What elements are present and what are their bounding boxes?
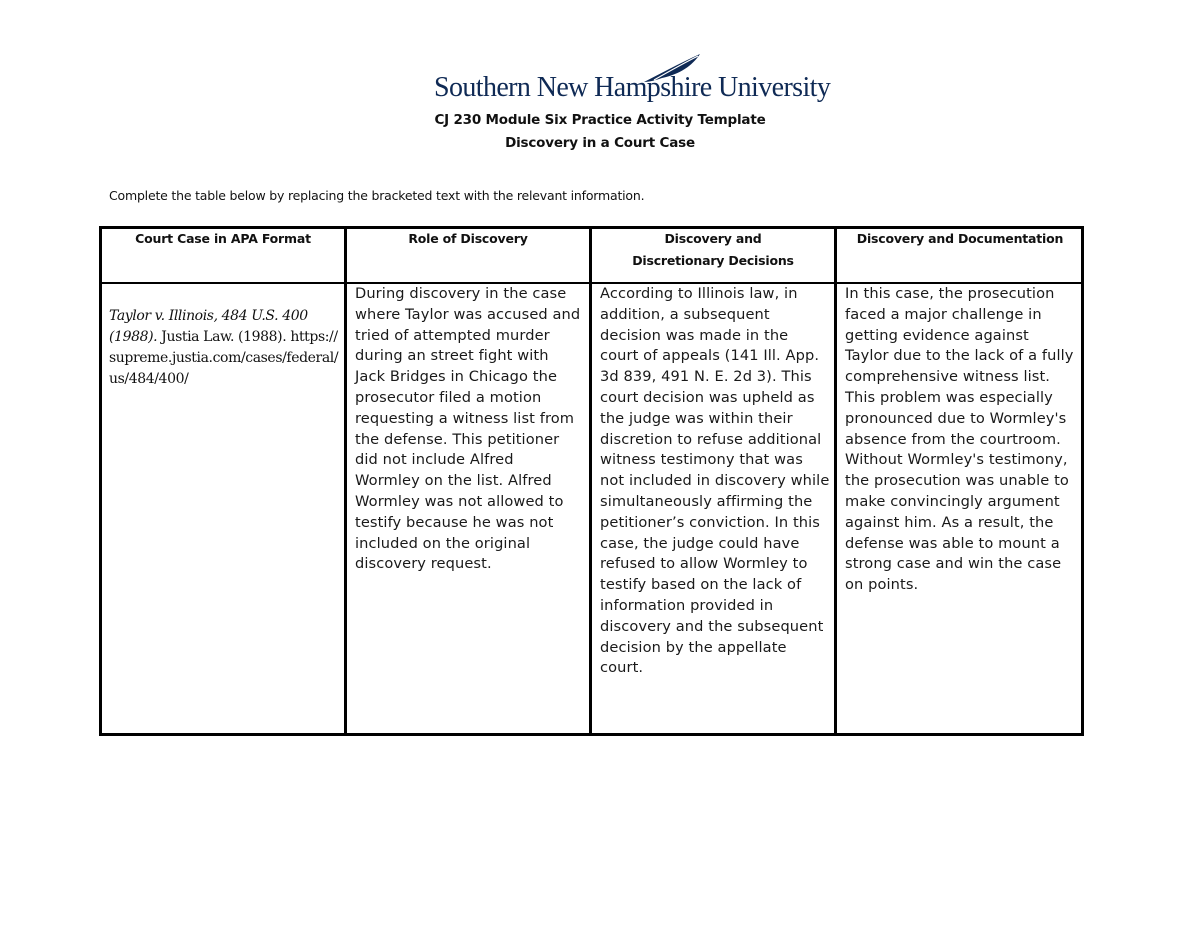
table-col-divider-1: [344, 226, 347, 736]
cell-documentation: In this case, the prosecution faced a major challenge in getting evidence against Taylor due to the lack of a fully comprehensive witness list. This problem was especially pronounced due to Wormley's absence from the courtroom. Without Wormley's testimony, the prosecution was unable to make convincingly argument against him. As a result, the defense was able to mount a strong case and win the case on points.: [845, 285, 1074, 594]
cell-discretionary-decisions: According to Illinois law, in addition, a subsequent decision was made in the court of appeals (141 Ill. App. 3d 839, 491 N. E. 2d 3). This court decision was upheld as the judge was within their discretion to refuse additional witness testimony that was not included in discovery while simultaneously affirming the petitioner’s conviction. In this case, the judge could have refused to allow Wormley to testify based on the lack of information provided in discovery and the subsequent decision by the appellate court.: [600, 285, 830, 677]
document-title: CJ 230 Module Six Practice Activity Template: [434, 112, 766, 128]
table-border-right: [1081, 226, 1084, 736]
table-border-left: [99, 226, 102, 736]
header-discretionary-line2: Discretionary Decisions: [632, 253, 794, 268]
quill-icon: [640, 52, 704, 92]
cell-role-of-discovery: During discovery in the case where Taylor was accused and tried of attempted murder during an street fight with Jack Bridges in Chicago the prosecutor filed a motion requesting a witness list from the defense. This petitioner did not include Alfred Wormley on the list. Alfred Wormley was not allowed to testify because he was not included on the original discovery request.: [355, 285, 581, 573]
logo-wordmark: Southern New Hampshire University: [434, 72, 831, 103]
table-col-divider-3: [834, 226, 837, 736]
table-col-divider-2: [589, 226, 592, 736]
university-logo: [430, 52, 831, 104]
instructions-text: Complete the table below by replacing the bracketed text with the relevant information.: [109, 188, 645, 203]
citation-publisher: Justia Law. (1988).: [157, 329, 287, 345]
document-subtitle: Discovery in a Court Case: [505, 135, 695, 151]
header-court-case: Court Case in APA Format: [135, 231, 311, 246]
cell-citation: Taylor v. Illinois, 484 U.S. 400 (1988). Justia Law. (1988). https://supreme.justia.com/cases/federal/us/484/400/: [109, 308, 339, 387]
citation-case-title: Taylor v. Illinois, 484 U.S. 400 (1988): [109, 308, 308, 345]
header-discretionary-line1: Discovery and: [664, 231, 762, 246]
header-documentation: Discovery and Documentation: [856, 231, 1064, 246]
header-role-of-discovery: Role of Discovery: [408, 231, 528, 246]
citation-url: https://supreme.justia.com/cases/federal/us/484/400/: [109, 329, 339, 387]
